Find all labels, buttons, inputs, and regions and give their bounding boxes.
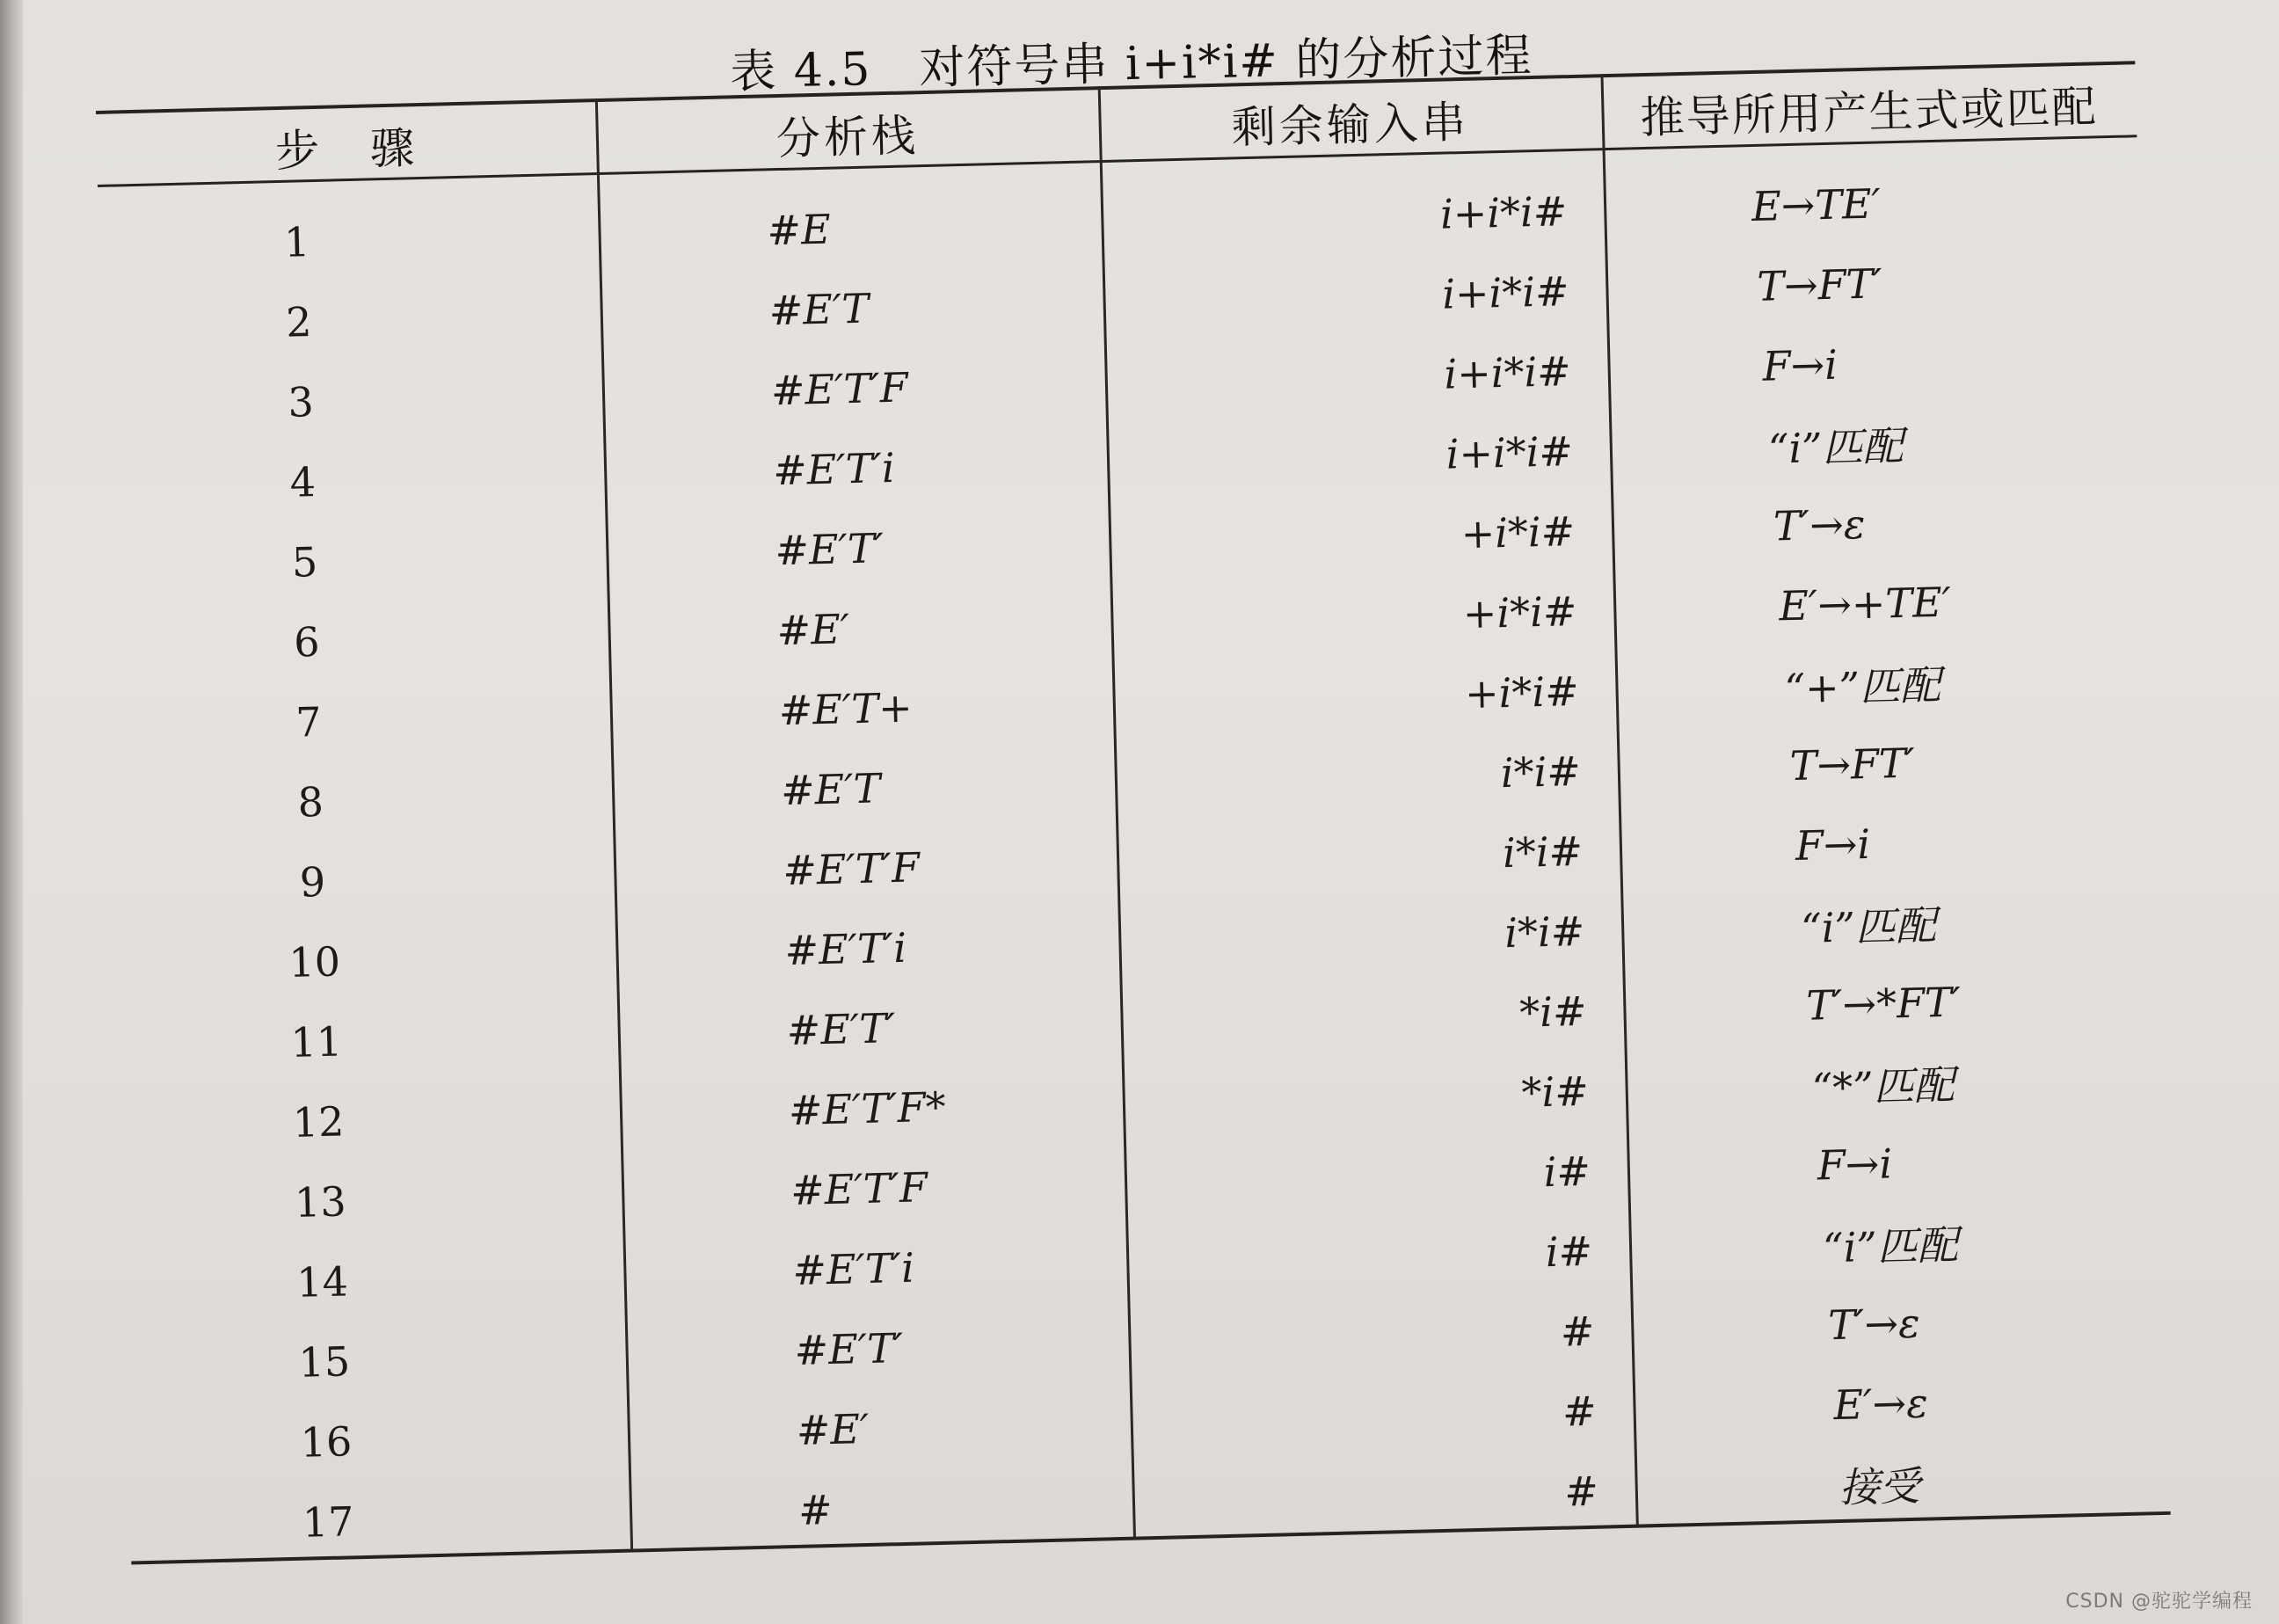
production-cell: F→i <box>1817 1140 1893 1190</box>
production-cell: 接受 <box>1838 1461 1921 1512</box>
header-step: 步 骤 <box>274 122 419 178</box>
stack-cell: #E′T′ <box>786 1004 897 1055</box>
remaining-input-cell: i*i# <box>1500 746 1582 797</box>
production-cell: T→FT′ <box>1789 739 1916 790</box>
stack-cell: #E′ <box>775 605 850 655</box>
remaining-input-cell: i*i# <box>1502 827 1584 878</box>
header-stack: 分析栈 <box>775 110 920 165</box>
stack-cell: #E′T′F <box>782 843 921 895</box>
production-cell: E′→+TE′ <box>1778 578 1952 630</box>
production-cell: “*”匹配 <box>1811 1060 1955 1112</box>
analysis-table <box>95 25 2171 1569</box>
production-cell: “+”匹配 <box>1783 660 1941 713</box>
stack-cell: #E′ <box>796 1404 870 1454</box>
step-cell: 14 <box>295 1257 349 1307</box>
step-cell: 10 <box>288 937 341 987</box>
watermark: CSDN @驼驼学编程 <box>2065 1591 2253 1613</box>
remaining-input-cell: +i*i# <box>1462 587 1578 638</box>
remaining-input-cell: i+i*i# <box>1441 267 1570 318</box>
step-cell: 5 <box>291 537 318 586</box>
step-cell: 2 <box>285 298 313 346</box>
remaining-input-cell: *i# <box>1520 1067 1590 1117</box>
stack-cell: #E′T+ <box>778 683 914 735</box>
remaining-input-cell: i# <box>1543 1147 1591 1197</box>
stack-cell: #E′T′i <box>791 1243 915 1295</box>
remaining-input-cell: i+i*i# <box>1439 187 1568 238</box>
production-cell: T′→ε <box>1827 1299 1921 1350</box>
remaining-input-cell: i+i*i# <box>1443 347 1572 398</box>
step-cell: 8 <box>296 777 324 827</box>
step-cell: 16 <box>300 1417 353 1467</box>
production-cell: T′→ε <box>1773 499 1867 550</box>
stack-cell: #E <box>766 205 832 255</box>
stack-cell: #E′T′i <box>783 923 907 975</box>
production-cell: T→FT′ <box>1756 259 1883 310</box>
stack-cell: #E′T′F <box>790 1163 928 1215</box>
remaining-input-cell: i*i# <box>1504 907 1585 958</box>
stack-cell: #E′T′ <box>774 524 885 575</box>
stack-cell: #E′T′ <box>794 1323 904 1374</box>
step-cell: 15 <box>297 1337 351 1387</box>
remaining-input-cell: # <box>1562 1387 1598 1436</box>
remaining-input-cell: *i# <box>1518 987 1588 1037</box>
remaining-input-cell: # <box>1560 1307 1596 1356</box>
production-cell: “i”匹配 <box>1822 1220 1959 1272</box>
stack-cell: #E′T <box>768 284 870 335</box>
remaining-input-cell: i+i*i# <box>1445 427 1574 478</box>
stack-cell: #E′T′F* <box>788 1082 947 1135</box>
step-cell: 1 <box>283 218 310 266</box>
stack-cell: # <box>797 1486 834 1534</box>
step-cell: 4 <box>289 458 317 506</box>
step-cell: 17 <box>302 1497 355 1547</box>
production-cell: “i”匹配 <box>1800 901 1937 952</box>
stack-cell: #E′T′i <box>772 443 896 495</box>
production-cell: “i”匹配 <box>1767 421 1904 473</box>
stack-cell: #E′T′F <box>770 363 909 415</box>
step-cell: 13 <box>294 1177 347 1227</box>
step-cell: 7 <box>295 697 323 746</box>
header-production-or-match: 推导所用产生式或匹配 <box>1639 81 2099 144</box>
production-cell: E→TE′ <box>1751 179 1882 231</box>
stack-cell: #E′T <box>780 764 881 815</box>
step-cell: 3 <box>287 378 315 426</box>
table-title: 表 4.5 对符号串 i+i*i# 的分析过程 <box>729 29 1533 99</box>
step-cell: 9 <box>299 857 326 907</box>
step-cell: 11 <box>289 1017 343 1067</box>
production-cell: F→i <box>1795 819 1871 870</box>
step-cell: 6 <box>293 617 321 666</box>
remaining-input-cell: +i*i# <box>1460 507 1576 558</box>
production-cell: F→i <box>1761 340 1838 390</box>
remaining-input-cell: # <box>1563 1467 1599 1516</box>
remaining-input-cell: i# <box>1545 1227 1593 1277</box>
page-binding-edge <box>0 0 23 1624</box>
header-remaining-input: 剩余输入串 <box>1231 96 1470 154</box>
production-cell: E′→ε <box>1832 1379 1929 1430</box>
step-cell: 12 <box>292 1097 346 1147</box>
remaining-input-cell: +i*i# <box>1464 666 1580 718</box>
production-cell: T′→*FT′ <box>1805 978 1962 1030</box>
